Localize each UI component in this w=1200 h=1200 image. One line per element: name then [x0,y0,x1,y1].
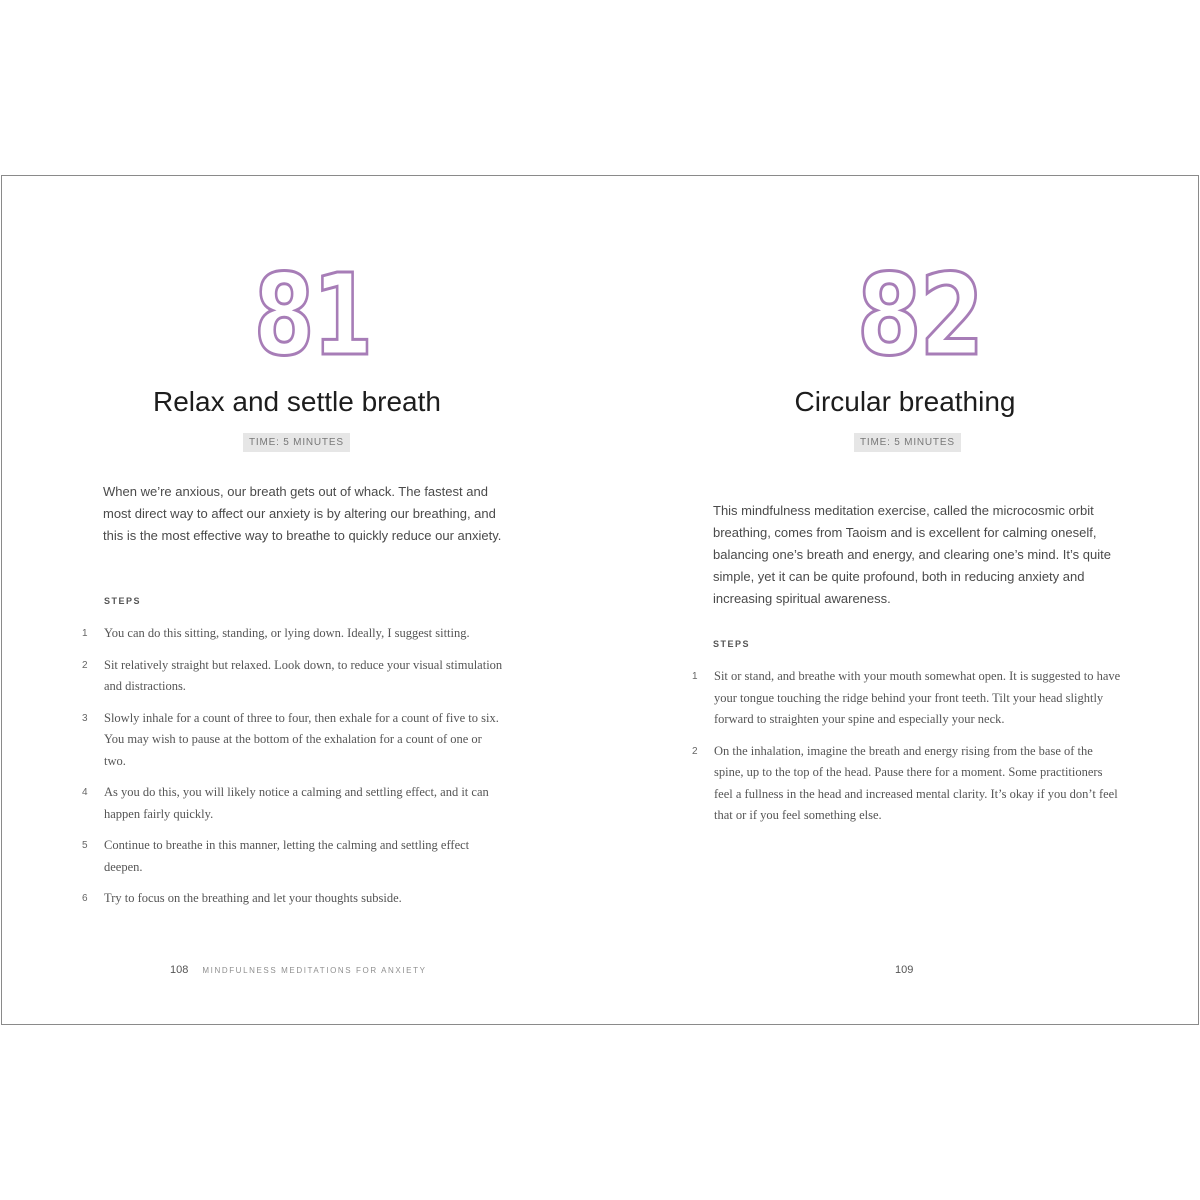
page-footer [170,960,427,978]
intro-paragraph: When we’re anxious, our breath gets out of whack. The fastest and most direct way to affect our anxiety is by altering our breathing, and this is the most effective way to breathe to quickly reduce our anxiety. [103,484,502,543]
intro-paragraph: This mindfulness meditation exercise, called the microcosmic orbit breathing, comes from Taoism and is excellent for calming oneself, balancing one’s breath and energy, and clearing one’s mind. It’s quite simple, yet it can be quite profound, both in reducing anxiety and increasing spiritual awareness. [713,503,1111,606]
running-title: MINDFULNESS MEDITATIONS FOR ANXIETY [202,966,427,975]
step-text: Try to focus on the breathing and let your thoughts subside. [104,891,402,905]
step-text: As you do this, you will likely notice a calming and settling effect, and it can happen fairly quickly. [104,785,489,821]
steps-list [692,666,1124,837]
step-number: 6 [82,893,88,904]
step-number: 5 [82,840,88,851]
step-item [82,782,504,825]
step-item [692,741,1124,827]
exercise-number: 81 [254,251,372,381]
step-text: You can do this sitting, standing, or lying down. Ideally, I suggest sitting. [104,626,470,640]
steps-heading: STEPS [104,596,142,606]
step-text: Sit relatively straight but relaxed. Look down, to reduce your visual stimulation and distractions. [104,657,503,693]
exercise-number: 82 [857,251,983,381]
step-text: Sit or stand, and breathe with your mouth somewhat open. It is suggested to have your tongue touching the ridge behind your front teeth. Tilt your head slightly forward to straighten your spine and especially your neck. [714,669,1121,726]
step-text: Slowly inhale for a count of three to four, then exhale for a count of five to six. You may wish to pause at the bottom of the exhalation for a count of one or two. [104,710,499,768]
page-number: 109 [895,964,914,976]
step-text: On the inhalation, imagine the breath and energy rising from the base of the spine, up to the top of the head. Pause there for a moment. Some practitioners feel a fullness in the head and increased mental clarity. It’s okay if you don’t feel that or if you feel something else. [714,743,1118,822]
step-number: 2 [692,745,698,757]
step-item [82,655,504,698]
step-item [82,623,504,645]
step-item [82,835,504,878]
step-number: 1 [692,671,698,682]
step-number: 4 [82,787,88,798]
step-item [82,708,504,773]
step-number: 3 [82,712,88,724]
book-spread [1,175,1199,1025]
left-page [2,176,600,1024]
step-number: 2 [82,659,88,671]
page-footer [895,960,913,978]
step-item [692,666,1124,731]
exercise-title: Circular breathing [794,386,1016,417]
step-item [82,888,504,910]
time-badge: TIME: 5 MINUTES [243,433,350,452]
step-number: 1 [82,628,88,639]
steps-list [82,623,504,920]
steps-heading: STEPS [713,639,751,649]
step-text: Continue to breathe in this manner, letting the calming and settling effect deepen. [104,838,470,874]
page-number: 108 [170,964,189,976]
time-badge: TIME: 5 MINUTES [854,433,961,452]
right-page [600,176,1198,1024]
exercise-title: Relax and settle breath [153,386,441,417]
